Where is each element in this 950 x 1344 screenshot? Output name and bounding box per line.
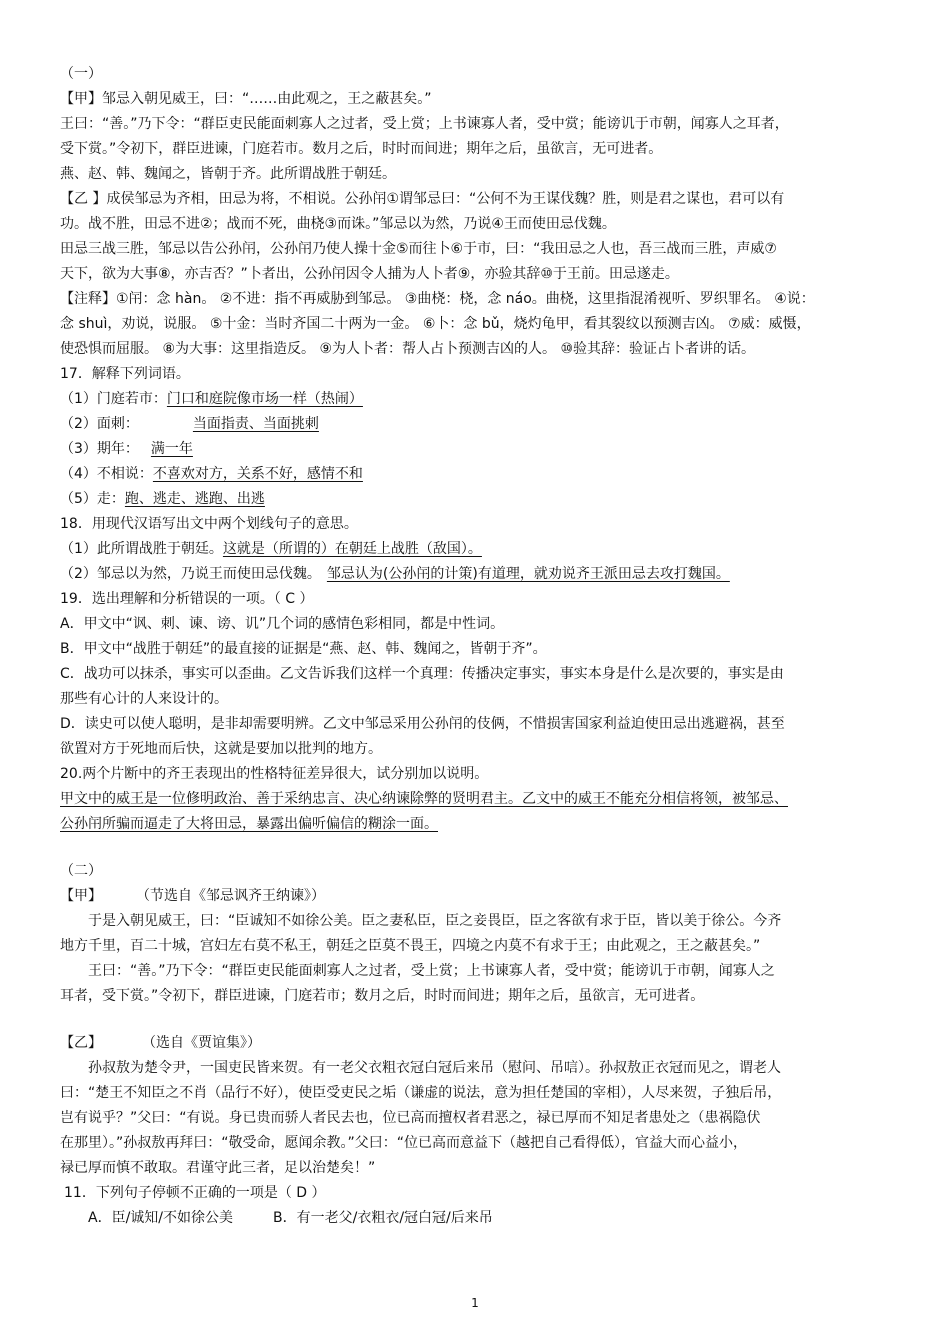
question-stem: 11．下列句子停顿不正确的一项是（ D ） <box>64 1185 326 1201</box>
answer-row <box>60 562 910 587</box>
note-line: 念 shuì，劝说，说服。 ⑤十金：当时齐国二十两为一金。 ⑥卜：念 bǔ，烧灼龟甲，看其裂纹以预测吉凶。 ⑦威：威慑， <box>60 316 811 332</box>
option-line: D．读史可以使人聪明，是非却需要明辨。乙文中邹忌采用公孙闬的伎俩，不惜损害国家利益迫使田忌出逃避祸，甚至 <box>60 716 785 732</box>
section-1-heading: （一） <box>60 66 102 82</box>
document-page <box>60 62 910 1231</box>
term-label: （3）期年： <box>60 441 139 457</box>
passage-line: 于是入朝见威王，曰：“臣诚知不如徐公美。臣之妻私臣，臣之妾畏臣，臣之客欲有求于臣，皆以美于徐公。今齐 <box>88 913 782 929</box>
sentence-label: （2）邹忌以为然，乃说王而使田忌伐魏。 <box>60 566 321 582</box>
answer-row <box>60 462 910 487</box>
option-row <box>60 1206 910 1231</box>
sentence-label: （1）此所谓战胜于朝廷。 <box>60 541 223 557</box>
note-line: 【注释】①闬：念 hàn。 ②不进：指不再威胁到邹忌。 ③曲桡：桡，念 náo。曲桡，这里指混淆视听、罗织罪名。 ④说： <box>60 291 815 307</box>
passage-line: 功。战不胜，田忌不进②；战而不死，曲桡③而诛。”邹忌以为然，乃说④王而使田忌伐魏。 <box>60 216 616 232</box>
answer-line: 公孙闬所骗而逼走了大将田忌，暴露出偏听偏信的糊涂一面。 <box>60 816 438 832</box>
option-a: A．臣/诚知/不如徐公美 <box>88 1210 234 1226</box>
question-19 <box>60 587 910 762</box>
section-2-heading: （二） <box>60 863 102 879</box>
answer-row <box>60 487 910 512</box>
answer-row <box>60 412 910 437</box>
term-answer: 满一年 <box>150 441 193 457</box>
term-label: （1）门庭若市： <box>60 391 167 407</box>
sentence-answer: 这就是（所谓的）在朝廷上战胜（敌国）。 <box>222 541 482 557</box>
passage-line: 地方千里，百二十城，宫妇左右莫不私王，朝廷之臣莫不畏王，四境之内莫不有求于王；由此观之，王之蔽甚矣。” <box>60 938 761 954</box>
option-line: 那些有心计的人来设计的。 <box>60 691 228 707</box>
jia-label: 【甲】 <box>60 888 102 904</box>
question-18 <box>60 512 910 587</box>
passage-line: 天下，欲为大事⑧，亦吉否？”卜者出，公孙闬因令人捕为人卜者⑨，亦验其辞⑩于王前。田忌遂走。 <box>60 266 679 282</box>
question-stem: 17．解释下列词语。 <box>60 366 190 382</box>
option-b: B．有一老父/衣粗衣/冠白冠/后来吊 <box>273 1210 493 1226</box>
passage-line: 受下赏。”令初下，群臣进谏，门庭若市。数月之后，时时而间进；期年之后，虽欲言，无可进者。 <box>60 141 663 157</box>
passage-line: 耳者，受下赏。”令初下，群臣进谏，门庭若市；数月之后，时时而间进；期年之后，虽欲言，无可进者。 <box>60 988 705 1004</box>
sentence-answer: 邹忌认为(公孙闬的计策)有道理，就劝说齐王派田忌去攻打魏国。 <box>326 566 730 582</box>
passage-line: 【甲】邹忌入朝见威王，曰：“……由此观之，王之蔽甚矣。” <box>60 91 432 107</box>
term-answer: 当面指责、当面挑刺 <box>192 416 319 432</box>
passage-line: 在那里）。”孙叔敖再拜曰：“敬受命，愿闻余教。”父曰：“位已高而意益下（越把自己看得低），官益大而心益小， <box>60 1135 748 1151</box>
question-20 <box>60 762 910 837</box>
passage-line: 王曰：“善。”乃下令：“群臣吏民能面刺寡人之过者，受上赏；上书谏寡人者，受中赏；能谤讥于市朝，闻寡人之耳者， <box>60 116 789 132</box>
question-stem: 20.两个片断中的齐王表现出的性格特征差异很大，试分别加以说明。 <box>60 766 489 782</box>
term-label: （5）走： <box>60 491 125 507</box>
passage-line: 【乙 】成侯邹忌为齐相，田忌为将，不相说。公孙闬①谓邹忌曰：“公何不为王谋伐魏？胜，则是君之谋也，君可以有 <box>60 191 785 207</box>
jia-source: （节选自《邹忌讽齐王纳谏》） <box>136 888 325 904</box>
answer-row <box>60 437 910 462</box>
passage-line: 孙叔敖为楚令尹，一国吏民皆来贺。有一老父衣粗衣冠白冠后来吊（慰问、吊唁）。孙叔敖正衣冠而见之，谓老人 <box>88 1060 781 1076</box>
term-answer: 不喜欢对方，关系不好，感情不和 <box>152 466 363 482</box>
yi-source: （选自《贾谊集》） <box>142 1035 261 1051</box>
passage-line: 岂有说乎？”父曰：“有说。身已贵而骄人者民去也，位已高而擅权者君恶之，禄已厚而不知足者患处之（患祸隐伏 <box>60 1110 761 1126</box>
term-answer: 跑、逃走、逃跑、出逃 <box>124 491 265 507</box>
option-line: 欲置对方于死地而后快，这就是要加以批判的地方。 <box>60 741 382 757</box>
section-2-passage-jia <box>60 909 910 1009</box>
yi-label: 【乙】 <box>60 1035 102 1051</box>
question-11 <box>60 1181 910 1231</box>
note-line: 使恐惧而屈服。 ⑧为大事：这里指造反。 ⑨为人卜者：帮人占卜预测吉凶的人。 ⑩验其辞：验证占卜者讲的话。 <box>60 341 756 357</box>
question-17 <box>60 362 910 512</box>
term-answer: 门口和庭院像市场一样（热闹） <box>166 391 363 407</box>
option-line: B．甲文中“战胜于朝廷”的最直接的证据是“燕、赵、韩、魏闻之，皆朝于齐”。 <box>60 641 547 657</box>
page-number: 1 <box>471 1296 479 1310</box>
passage-line: 王曰：“善。”乃下令：“群臣吏民能面刺寡人之过者，受上赏；上书谏寡人者，受中赏；能谤讥于市朝，闻寡人之 <box>88 963 775 979</box>
answer-row <box>60 387 910 412</box>
passage-line: 田忌三战三胜，邹忌以告公孙闬，公孙闬乃使人操十金⑤而往卜⑥于市，曰：“我田忌之人也，吾三战而三胜，声威⑦ <box>60 241 777 257</box>
question-stem: 18．用现代汉语写出文中两个划线句子的意思。 <box>60 516 358 532</box>
term-label: （2）面刺： <box>60 416 139 432</box>
passage-line: 曰：“楚王不知臣之不肖（品行不好），使臣受吏民之垢（谦虚的说法，意为担任楚国的宰相），人尽来贺，子独后吊， <box>60 1085 782 1101</box>
section-1-passage-jia <box>60 87 910 187</box>
option-line: C．战功可以抹杀，事实可以歪曲。乙文告诉我们这样一个真理：传播决定事实，事实本身是什么是次要的，事实是由 <box>60 666 784 682</box>
term-label: （4）不相说： <box>60 466 153 482</box>
passage-line: 燕、赵、韩、魏闻之，皆朝于齐。此所谓战胜于朝廷。 <box>60 166 396 182</box>
question-stem: 19．选出理解和分析错误的一项。（ C ） <box>60 591 314 607</box>
annotation-notes <box>60 287 910 362</box>
section-2-yi-header <box>60 1031 910 1056</box>
answer-row <box>60 537 910 562</box>
answer-line: 甲文中的威王是一位修明政治、善于采纳忠言、决心纳谏除弊的贤明君主。乙文中的威王不能充分相信将领，被邹忌、 <box>60 791 788 807</box>
option-line: A．甲文中“讽、刺、谏、谤、讥”几个词的感情色彩相同，都是中性词。 <box>60 616 505 632</box>
passage-line: 禄已厚而慎不敢取。君谨守此三者，足以治楚矣！” <box>60 1160 376 1176</box>
section-1-passage-yi <box>60 187 910 287</box>
section-2-passage-yi <box>60 1056 910 1181</box>
section-2-jia-header <box>60 884 910 909</box>
